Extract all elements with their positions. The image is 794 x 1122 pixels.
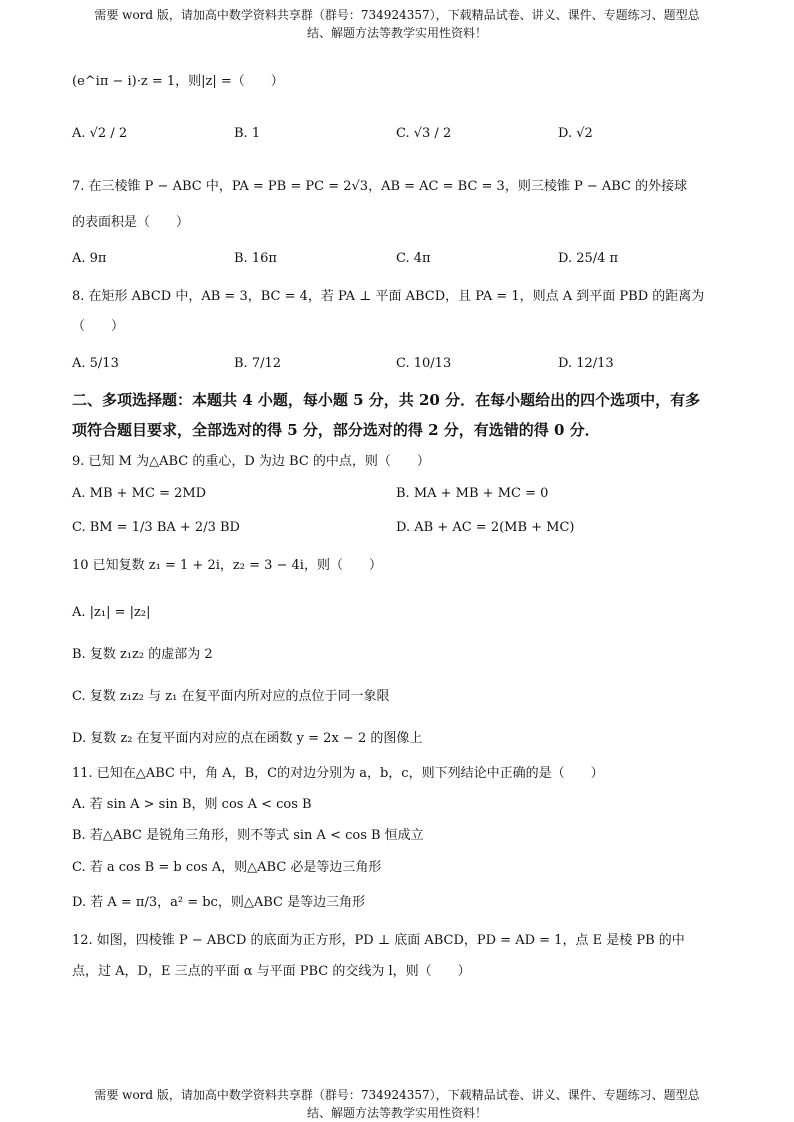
q8-option-a: A. 5/13 xyxy=(72,356,119,371)
footer-line-2: 结、解题方法等教学实用性资料！ xyxy=(306,1106,487,1120)
q9-stem: 9. 已知 M 为△ABC 的重心，D 为边 BC 的中点，则（ ） xyxy=(72,454,430,469)
q6-option-b: B. 1 xyxy=(234,126,261,141)
q8-option-c: C. 10/13 xyxy=(396,356,452,371)
q11-option-d: D. 若 A = π/3，a² = bc，则△ABC 是等边三角形 xyxy=(72,895,366,910)
footer-line-1: 需要 word 版，请加高中数学资料共享群（群号：734924357），下载精品试卷、讲义、课件、专题练习、题型总 xyxy=(94,1088,700,1102)
q10-option-c: C. 复数 z₁z₂ 与 z₁ 在复平面内所对应的点位于同一象限 xyxy=(72,689,390,704)
q10-option-d: D. 复数 z₂ 在复平面内对应的点在函数 y = 2x − 2 的图像上 xyxy=(72,731,423,746)
q6-option-a: A. √2 / 2 xyxy=(72,126,128,141)
q9-option-c: C. BM = 1/3 BA + 2/3 BD xyxy=(72,520,240,535)
q10-stem: 10 已知复数 z₁ = 1 + 2i，z₂ = 3 − 4i，则（ ） xyxy=(72,558,382,573)
q12-line-1: 12. 如图，四棱锥 P − ABCD 的底面为正方形，PD ⊥ 底面 ABCD，PD = AD = 1，点 E 是棱 PB 的中 xyxy=(72,933,685,948)
header-line-1: 需要 word 版，请加高中数学资料共享群（群号：734924357），下载精品试卷、讲义、课件、专题练习、题型总 xyxy=(94,8,700,22)
q7-option-c: C. 4π xyxy=(396,251,431,266)
q6-option-d: D. √2 xyxy=(558,126,593,141)
header-line-2: 结、解题方法等教学实用性资料！ xyxy=(306,26,487,40)
q9-option-d: D. AB + AC = 2(MB + MC) xyxy=(396,520,575,535)
q8-option-d: D. 12/13 xyxy=(558,356,614,371)
q7-option-a: A. 9π xyxy=(72,251,107,266)
q11-option-b: B. 若△ABC 是锐角三角形，则不等式 sin A < cos B 恒成立 xyxy=(72,828,424,843)
q8-line-1: 8. 在矩形 ABCD 中，AB = 3，BC = 4，若 PA ⊥ 平面 ABCD，且 PA = 1，则点 A 到平面 PBD 的距离为 xyxy=(72,289,705,304)
q12-line-2: 点，过 A，D，E 三点的平面 α 与平面 PBC 的交线为 l，则（ ） xyxy=(72,964,471,979)
q11-option-a: A. 若 sin A > sin B，则 cos A < cos B xyxy=(72,797,312,812)
page-footer xyxy=(60,1086,734,1122)
q10-option-b: B. 复数 z₁z₂ 的虚部为 2 xyxy=(72,647,213,662)
q7-option-d: D. 25/4 π xyxy=(558,251,619,266)
q11-stem: 11. 已知在△ABC 中，角 A，B，C的对边分别为 a，b，c，则下列结论中正确的是（ ） xyxy=(72,766,604,781)
q9-option-b: B. MA + MB + MC = 0 xyxy=(396,486,549,501)
q7-line-2: 的表面积是（ ） xyxy=(72,215,190,230)
q6-stem: (e^iπ − i)·z = 1，则|z| =（ ） xyxy=(72,74,284,89)
section-2-heading-line-1: 二、多项选择题：本题共 4 小题，每小题 5 分，共 20 分．在每小题给出的四个选项中，有多 xyxy=(72,391,701,409)
q8-line-2: （ ） xyxy=(72,319,125,334)
q10-option-a: A. |z₁| = |z₂| xyxy=(72,605,151,620)
section-2-heading-line-2: 项符合题目要求，全部选对的得 5 分，部分选对的得 2 分，有选错的得 0 分． xyxy=(72,421,600,439)
q6-option-c: C. √3 / 2 xyxy=(396,126,452,141)
q8-option-b: B. 7/12 xyxy=(234,356,282,371)
q11-option-c: C. 若 a cos B = b cos A，则△ABC 必是等边三角形 xyxy=(72,860,382,875)
q9-option-a: A. MB + MC = 2MD xyxy=(72,486,207,501)
page-header xyxy=(60,6,734,42)
q7-option-b: B. 16π xyxy=(234,251,277,266)
q7-line-1: 7. 在三棱锥 P − ABC 中，PA = PB = PC = 2√3，AB = AC = BC = 3，则三棱锥 P − ABC 的外接球 xyxy=(72,179,688,194)
